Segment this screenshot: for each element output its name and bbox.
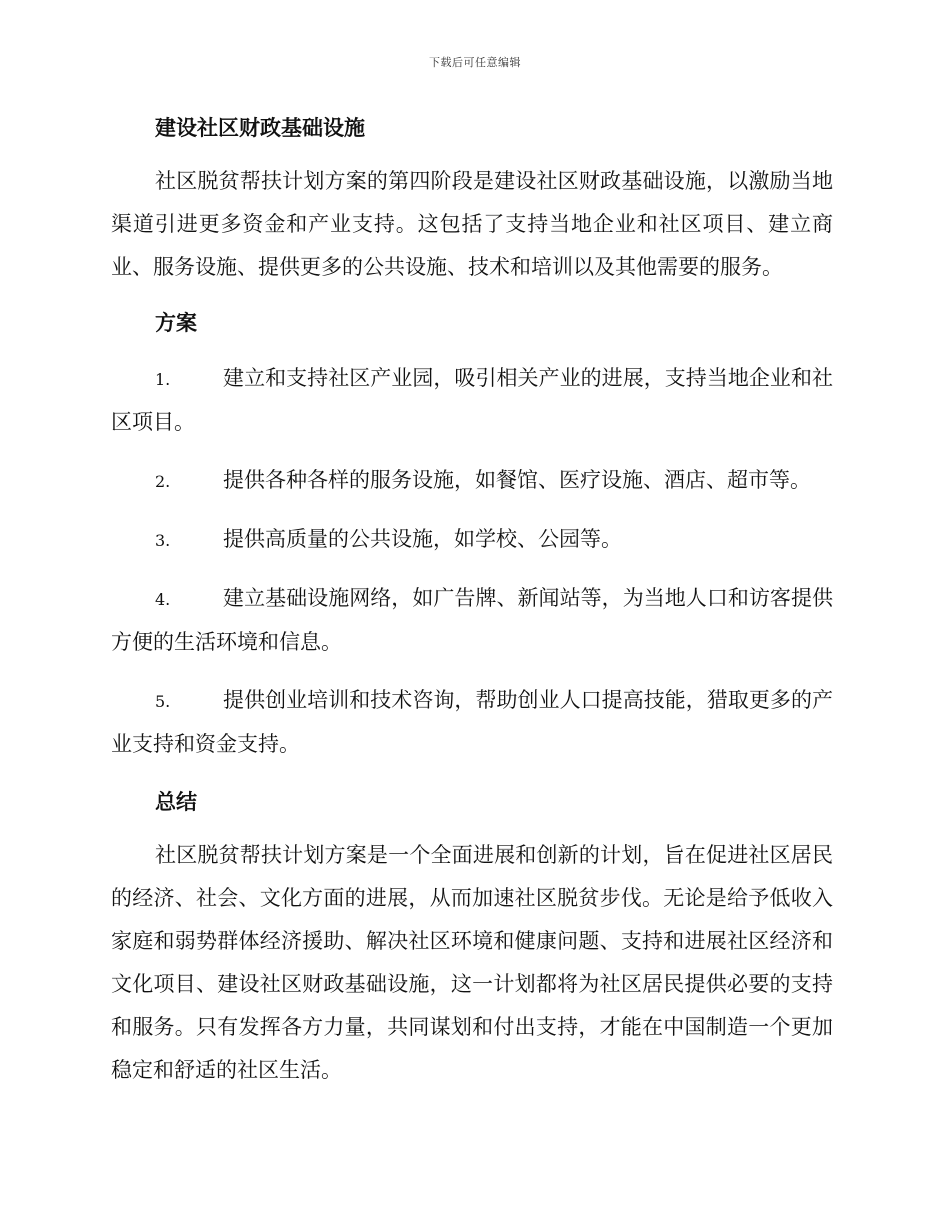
list-number: 2. <box>155 472 171 491</box>
list-item <box>111 679 833 766</box>
list-number: 3. <box>155 531 171 550</box>
section-paragraph-infrastructure: 社区脱贫帮扶计划方案的第四阶段是建设社区财政基础设施，以激励当地渠道引进更多资金和产业支持。这包括了支持当地企业和社区项目、建立商业、服务设施、提供更多的公共设施、技术和培训以及其他需要的服务。 <box>111 169 833 279</box>
header-note: 下载后可任意编辑 <box>429 56 521 69</box>
list-item <box>111 518 833 562</box>
section-heading-summary: 总结 <box>155 790 197 814</box>
list-item <box>111 459 833 503</box>
list-item <box>111 577 833 664</box>
list-number: 4. <box>155 590 171 609</box>
list-item <box>111 357 833 444</box>
document-body <box>111 108 833 1092</box>
list-item-text: 提供高质量的公共设施，如学校、公园等。 <box>223 527 622 551</box>
list-number: 5. <box>155 692 171 711</box>
list-number: 1. <box>155 370 171 389</box>
list-item-text: 提供创业培训和技术咨询，帮助创业人口提高技能，猎取更多的产业支持和资金支持。 <box>111 688 833 756</box>
list-item-text: 建立基础设施网络，如广告牌、新闻站等，为当地人口和访客提供方便的生活环境和信息。 <box>111 586 833 654</box>
section-heading-infrastructure: 建设社区财政基础设施 <box>155 116 365 140</box>
list-item-text: 建立和支持社区产业园，吸引相关产业的进展，支持当地企业和社区项目。 <box>111 366 833 434</box>
section-heading-plan: 方案 <box>155 311 197 335</box>
section-paragraph-summary: 社区脱贫帮扶计划方案是一个全面进展和创新的计划，旨在促进社区居民的经济、社会、文化方面的进展，从而加速社区脱贫步伐。无论是给予低收入家庭和弱势群体经济援助、解决社区环境和健康问题、支持和进展社区经济和文化项目、建设社区财政基础设施，这一计划都将为社区居民提供必要的支持和服务。只有发挥各方力量，共同谋划和付出支持，才能在中国制造一个更加稳定和舒适的社区生活。 <box>111 843 833 1082</box>
list-item-text: 提供各种各样的服务设施，如餐馆、医疗设施、酒店、超市等。 <box>223 468 811 492</box>
